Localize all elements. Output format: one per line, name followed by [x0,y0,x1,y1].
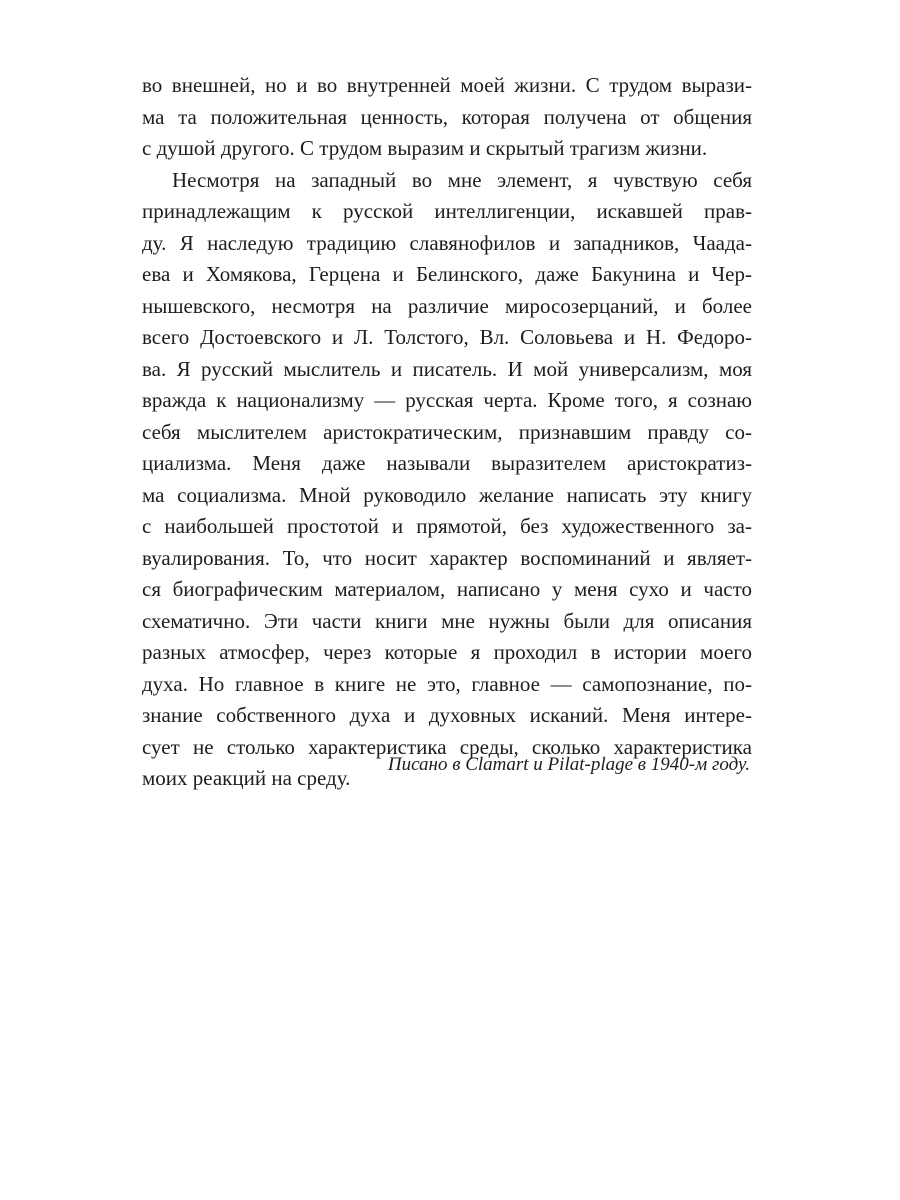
text-line: с душой другого. С трудом выразим и скрытый трагизм жизни. [142,136,708,160]
text-line: себя мыслителем аристократическим, признавшим правду со- [142,419,752,444]
paragraph-1 [142,70,752,165]
text-line: ва. Я русский мыслитель и писатель. И мой универсализм, моя [142,356,752,381]
text-line: вуалирования. То, что носит характер воспоминаний и являет- [142,545,752,570]
text-line: циализма. Меня даже называли выразителем аристократиз- [142,451,752,475]
text-line: вражда к национализму — русская черта. Кроме того, я сознаю [142,388,752,412]
text-line: во внешней, но и во внутренней моей жизни. С трудом вырази- [142,73,752,97]
text-line: принадлежащим к русской интеллигенции, искавшей прав- [142,199,752,223]
text-line: схематично. Эти части книги мне нужны были для описания [142,608,752,633]
text-line: разных атмосфер, через которые я проходил в истории моего [142,640,752,664]
text-line: ду. Я наследую традицию славянофилов и западников, Чаада- [142,230,752,255]
text-line: с наибольшей простотой и прямотой, без художественного за- [142,514,752,538]
text-line: сует не столько характеристика среды, сколько характеристика [142,734,752,759]
page-body-text [142,70,752,795]
text-line: духа. Но главное в книге не это, главное — самопознание, по- [142,671,752,696]
text-line: Несмотря на западный во мне элемент, я чувствую себя [172,167,752,192]
text-line: знание собственного духа и духовных исканий. Меня интере- [142,703,752,727]
text-line: ма социализма. Мной руководило желание написать эту книгу [142,482,752,507]
text-line: всего Достоевского и Л. Толстого, Вл. Соловьева и Н. Федоро- [142,325,752,349]
paragraph-2 [142,165,752,795]
text-line: ся биографическим материалом, написано у меня сухо и часто [142,577,752,601]
date-place-signature: Писано в Clamart и Pilat-plage в 1940-м году. [387,754,750,775]
text-line: нышевского, несмотря на различие миросозерцаний, и более [142,293,752,318]
text-line: ма та положительная ценность, которая получена от общения [142,104,752,129]
text-line: ева и Хомякова, Герцена и Белинского, даже Бакунина и Чер- [142,262,752,286]
text-line: моих реакций на среду. [142,766,351,790]
